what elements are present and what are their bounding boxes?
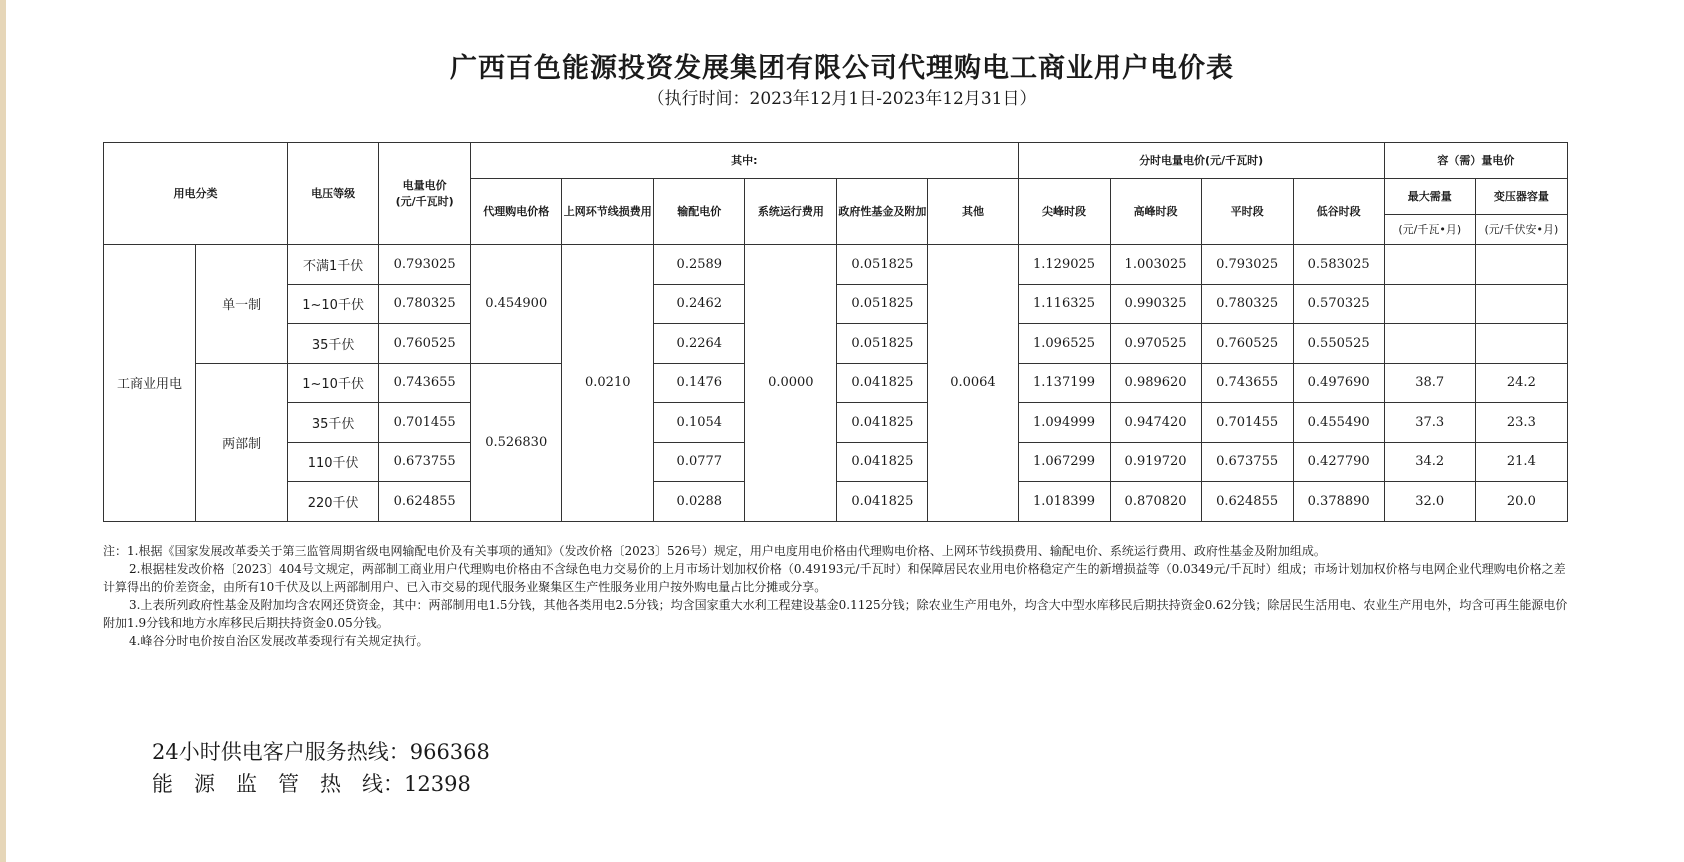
- voltage-cell: 不满1千伏: [288, 245, 379, 285]
- high-cell: 1.003025: [1110, 245, 1201, 285]
- note-item: 3.上表所列政府性基金及附加均含农网还贷资金，其中：两部制用电1.5分钱，其他各类用电2.5分钱；均含国家重大水利工程建设基金0.1125分钱；除农业生产用电外，均含大中型水库移民后期扶持资金0.62分钱；除居民生活用电、农业生产用电外，均含可再生能源电价附加1.9分钱和地方水库移民后期扶持资金0.05分钱。: [103, 598, 1568, 630]
- transmission-cell: 0.1054: [654, 403, 745, 443]
- flat-cell: 0.760525: [1201, 324, 1293, 364]
- header-among: 其中:: [471, 143, 1018, 179]
- flat-cell: 0.624855: [1201, 482, 1293, 522]
- gov-fund-cell: 0.051825: [837, 245, 928, 285]
- high-cell: 0.947420: [1110, 403, 1201, 443]
- energy-price-cell: 0.701455: [379, 403, 471, 443]
- header-grid-loss: 上网环节线损费用: [562, 179, 654, 245]
- proxy-price-single-cell: 0.454900: [471, 245, 562, 364]
- header-max-demand: 最大需量: [1384, 179, 1475, 215]
- valley-cell: 0.583025: [1293, 245, 1384, 285]
- header-proxy-price: 代理购电价格: [471, 179, 562, 245]
- header-peak: 尖峰时段: [1018, 179, 1110, 245]
- voltage-cell: 220千伏: [288, 482, 379, 522]
- max-demand-cell: [1384, 245, 1475, 285]
- transformer-cell: 24.2: [1475, 363, 1567, 403]
- header-tou: 分时电量电价(元/千瓦时): [1018, 143, 1384, 179]
- voltage-cell: 1~10千伏: [288, 363, 379, 403]
- flat-cell: 0.673755: [1201, 442, 1293, 482]
- header-transformer: 变压器容量: [1475, 179, 1567, 215]
- peak-cell: 1.137199: [1018, 363, 1110, 403]
- max-demand-cell: 34.2: [1384, 442, 1475, 482]
- energy-price-cell: 0.760525: [379, 324, 471, 364]
- voltage-cell: 35千伏: [288, 403, 379, 443]
- transformer-cell: 20.0: [1475, 482, 1567, 522]
- energy-price-cell: 0.624855: [379, 482, 471, 522]
- valley-cell: 0.378890: [1293, 482, 1384, 522]
- valley-cell: 0.570325: [1293, 284, 1384, 324]
- regulator-hotline: 能 源 监 管 热 线：12398: [152, 772, 471, 796]
- header-valley: 低谷时段: [1293, 179, 1384, 245]
- transformer-cell: 21.4: [1475, 442, 1567, 482]
- peak-cell: 1.067299: [1018, 442, 1110, 482]
- voltage-cell: 35千伏: [288, 324, 379, 364]
- header-energy-price-label: 电量电价: [402, 178, 447, 192]
- two-part-system-cell: 两部制: [196, 363, 288, 521]
- notes-section: [103, 542, 1573, 650]
- max-demand-cell: [1384, 284, 1475, 324]
- energy-price-cell: 0.780325: [379, 284, 471, 324]
- voltage-cell: 1~10千伏: [288, 284, 379, 324]
- peak-cell: 1.018399: [1018, 482, 1110, 522]
- transmission-cell: 0.0288: [654, 482, 745, 522]
- header-energy-price-unit: (元/千瓦时): [395, 194, 454, 208]
- flat-cell: 0.793025: [1201, 245, 1293, 285]
- high-cell: 0.919720: [1110, 442, 1201, 482]
- page-title: 广西百色能源投资发展集团有限公司代理购电工商业用户电价表: [450, 53, 1234, 84]
- service-hotline: 24小时供电客户服务热线：966368: [152, 740, 490, 764]
- transmission-cell: 0.2462: [654, 284, 745, 324]
- peak-cell: 1.116325: [1018, 284, 1110, 324]
- header-transformer-unit: (元/千伏安•月): [1475, 215, 1567, 245]
- gov-fund-cell: 0.041825: [837, 482, 928, 522]
- header-gov-fund: 政府性基金及附加: [837, 179, 928, 245]
- transformer-cell: 23.3: [1475, 403, 1567, 443]
- header-voltage: 电压等级: [288, 143, 379, 245]
- header-capacity: 容（需）量电价: [1384, 143, 1567, 179]
- header-transmission: 输配电价: [654, 179, 745, 245]
- transmission-cell: 0.0777: [654, 442, 745, 482]
- gov-fund-cell: 0.051825: [837, 284, 928, 324]
- max-demand-cell: [1384, 324, 1475, 364]
- flat-cell: 0.743655: [1201, 363, 1293, 403]
- valley-cell: 0.427790: [1293, 442, 1384, 482]
- energy-price-cell: 0.673755: [379, 442, 471, 482]
- transmission-cell: 0.2264: [654, 324, 745, 364]
- peak-cell: 1.129025: [1018, 245, 1110, 285]
- grid-loss-cell: 0.0210: [562, 245, 654, 522]
- gov-fund-cell: 0.041825: [837, 442, 928, 482]
- table-row: [104, 245, 1568, 285]
- note-item: 2.根据桂发改价格〔2023〕404号文规定，两部制工商业用户代理购电价格由不含绿色电力交易价的上月市场计划加权价格（0.49193元/千瓦时）和保障居民农业用电价格稳定产生的新增损益等（0.0349元/千瓦时）组成；市场计划加权价格与电网企业代理购电价格之差计算得出的价差资金，由所有10千伏及以上两部制用户、已入市交易的现代服务业聚集区生产性服务业用户按外购电量占比分摊或分享。: [103, 562, 1566, 594]
- other-cell: 0.0064: [928, 245, 1018, 522]
- header-other: 其他: [928, 179, 1018, 245]
- valley-cell: 0.497690: [1293, 363, 1384, 403]
- max-demand-cell: 37.3: [1384, 403, 1475, 443]
- peak-cell: 1.096525: [1018, 324, 1110, 364]
- peak-cell: 1.094999: [1018, 403, 1110, 443]
- valley-cell: 0.550525: [1293, 324, 1384, 364]
- header-high: 高峰时段: [1110, 179, 1201, 245]
- flat-cell: 0.780325: [1201, 284, 1293, 324]
- energy-price-cell: 0.793025: [379, 245, 471, 285]
- header-category: 用电分类: [104, 143, 288, 245]
- price-table: [103, 142, 1568, 522]
- transmission-cell: 0.2589: [654, 245, 745, 285]
- proxy-price-two-part-cell: 0.526830: [471, 363, 562, 521]
- header-max-demand-unit: (元/千瓦•月): [1384, 215, 1475, 245]
- high-cell: 0.989620: [1110, 363, 1201, 403]
- gov-fund-cell: 0.041825: [837, 363, 928, 403]
- header-energy-price: [379, 143, 471, 245]
- note-item: 注：1.根据《国家发展改革委关于第三监管周期省级电网输配电价及有关事项的通知》（发改价格〔2023〕526号）规定，用户电度用电价格由代理购电价格、上网环节线损费用、输配电价、系统运行费用、政府性基金及附加组成。: [103, 544, 1326, 558]
- high-cell: 0.870820: [1110, 482, 1201, 522]
- transformer-cell: [1475, 284, 1567, 324]
- header-system-op: 系统运行费用: [745, 179, 837, 245]
- category-cell: 工商业用电: [104, 245, 196, 522]
- system-op-cell: 0.0000: [745, 245, 837, 522]
- voltage-cell: 110千伏: [288, 442, 379, 482]
- single-system-cell: 单一制: [196, 245, 288, 364]
- max-demand-cell: 38.7: [1384, 363, 1475, 403]
- page-subtitle: （执行时间：2023年12月1日-2023年12月31日）: [647, 89, 1037, 109]
- transformer-cell: [1475, 324, 1567, 364]
- gov-fund-cell: 0.041825: [837, 403, 928, 443]
- energy-price-cell: 0.743655: [379, 363, 471, 403]
- page-edge: [0, 0, 6, 862]
- high-cell: 0.970525: [1110, 324, 1201, 364]
- note-item: 4.峰谷分时电价按自治区发展改革委现行有关规定执行。: [129, 634, 429, 648]
- header-flat: 平时段: [1201, 179, 1293, 245]
- valley-cell: 0.455490: [1293, 403, 1384, 443]
- transformer-cell: [1475, 245, 1567, 285]
- high-cell: 0.990325: [1110, 284, 1201, 324]
- max-demand-cell: 32.0: [1384, 482, 1475, 522]
- flat-cell: 0.701455: [1201, 403, 1293, 443]
- gov-fund-cell: 0.051825: [837, 324, 928, 364]
- transmission-cell: 0.1476: [654, 363, 745, 403]
